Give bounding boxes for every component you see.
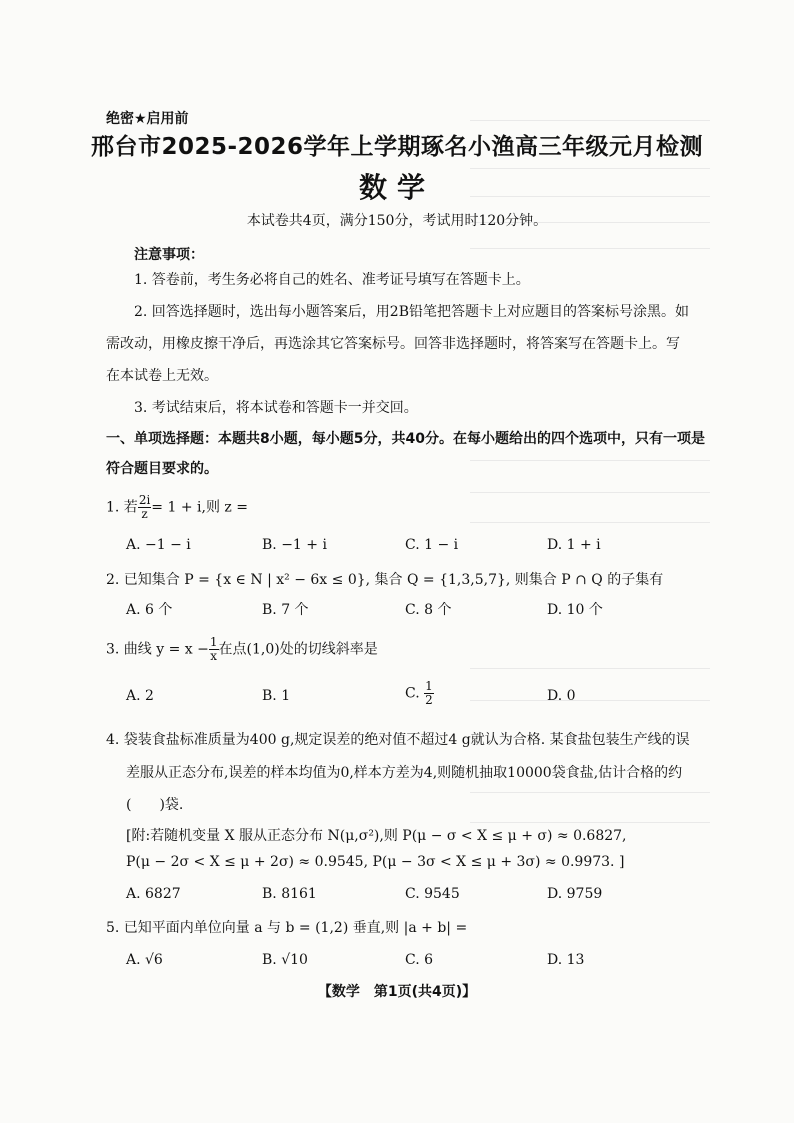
page-title: 邢台市2025-2026学年上学期琢名小渔高三年级元月检测 [90, 134, 704, 160]
note-item-2-line-3: 在本试卷上无效。 [106, 368, 218, 384]
q3-option-c [405, 680, 434, 707]
note-item-1: 1. 答卷前，考生务必将自己的姓名、准考证号填写在答题卡上。 [134, 272, 530, 288]
q1-option-c: C. 1 − i [405, 537, 459, 553]
q3-frac-den: x [210, 649, 218, 663]
q3-frac-num: 1 [209, 635, 218, 649]
q3-option-d: D. 0 [547, 688, 576, 704]
q1-prefix: 1. 若 [106, 499, 138, 516]
question-3 [106, 636, 378, 663]
q2-option-d: D. 10 个 [547, 602, 603, 618]
q3-suffix: 在点(1,0)处的切线斜率是 [218, 641, 378, 658]
secret-mark: 绝密★启用前 [106, 111, 189, 127]
q4-option-b: B. 8161 [262, 886, 317, 902]
question-4-line-2: 差服从正态分布,误差的样本均值为0,样本方差为4,则随机抽取10000袋食盐,估计合格的约 [126, 765, 683, 781]
q5-option-a: A. √6 [126, 952, 163, 968]
q1-fraction [138, 494, 151, 521]
q3-option-b: B. 1 [262, 688, 291, 704]
page-footer: 【数学 第1页(共4页)】 [317, 984, 477, 1000]
q1-suffix: = 1 + i,则 z = [151, 499, 248, 516]
q3-option-c-num: 1 [425, 679, 433, 693]
q4-option-d: D. 9759 [547, 886, 603, 902]
question-2: 2. 已知集合 P = {x ∈ N | x² − 6x ≤ 0}, 集合 Q = {1,3,5,7}, 则集合 P ∩ Q 的子集有 [106, 572, 664, 588]
notes-title: 注意事项： [134, 247, 204, 263]
q1-option-d: D. 1 + i [547, 537, 601, 553]
q3-option-c-den: 2 [425, 693, 433, 707]
note-item-3: 3. 考试结束后，将本试卷和答题卡一并交回。 [134, 400, 418, 416]
q3-prefix: 3. 曲线 y = x − [106, 641, 209, 658]
q1-frac-num: 2i [138, 493, 151, 507]
q1-frac-den: z [141, 507, 148, 521]
question-1 [106, 494, 248, 521]
q3-option-c-fraction [424, 680, 434, 707]
q2-option-a: A. 6 个 [126, 602, 173, 618]
q1-option-b: B. −1 + i [262, 537, 327, 553]
q2-option-c: C. 8 个 [405, 602, 452, 618]
q3-option-a: A. 2 [126, 688, 154, 704]
note-item-2-line-1: 2. 回答选择题时，选出每小题答案后，用2B铅笔把答题卡上对应题目的答案标号涂黑。如 [134, 304, 690, 320]
exam-info: 本试卷共4页，满分150分，考试用时120分钟。 [246, 213, 548, 229]
subject-title: 数学 [358, 171, 435, 204]
q4-option-a: A. 6827 [126, 886, 181, 902]
question-4-line-1: 4. 袋装食盐标准质量为400 g,规定误差的绝对值不超过4 g就认为合格. 某食盐包装生产线的误 [106, 732, 690, 748]
q4-option-c: C. 9545 [405, 886, 460, 902]
note-item-2-line-2: 需改动，用橡皮擦干净后，再选涂其它答案标号。回答非选择题时，将答案写在答题卡上。写 [106, 336, 680, 352]
section-heading: 一、单项选择题：本题共8小题，每小题5分，共40分。在每小题给出的四个选项中，只有一项是符合题目要求的。 [106, 431, 705, 477]
q1-option-a: A. −1 − i [126, 537, 191, 553]
q3-fraction [209, 636, 219, 663]
question-4-line-3: ( )袋. [126, 797, 184, 813]
question-4-note-2: P(μ − 2σ < X ≤ μ + 2σ) ≈ 0.9545, P(μ − 3σ < X ≤ μ + 3σ) ≈ 0.9973. ] [126, 854, 625, 870]
q2-option-b: B. 7 个 [262, 602, 309, 618]
question-5: 5. 已知平面内单位向量 a 与 b = (1,2) 垂直,则 |a + b| = [106, 920, 468, 936]
q5-option-c: C. 6 [405, 952, 434, 968]
q3-option-c-label: C. [405, 685, 420, 702]
question-4-note-1: [附:若随机变量 X 服从正态分布 N(μ,σ²),则 P(μ − σ < X ≤ μ + σ) ≈ 0.6827, [126, 828, 627, 844]
q5-option-b: B. √10 [262, 952, 308, 968]
q5-option-d: D. 13 [547, 952, 585, 968]
